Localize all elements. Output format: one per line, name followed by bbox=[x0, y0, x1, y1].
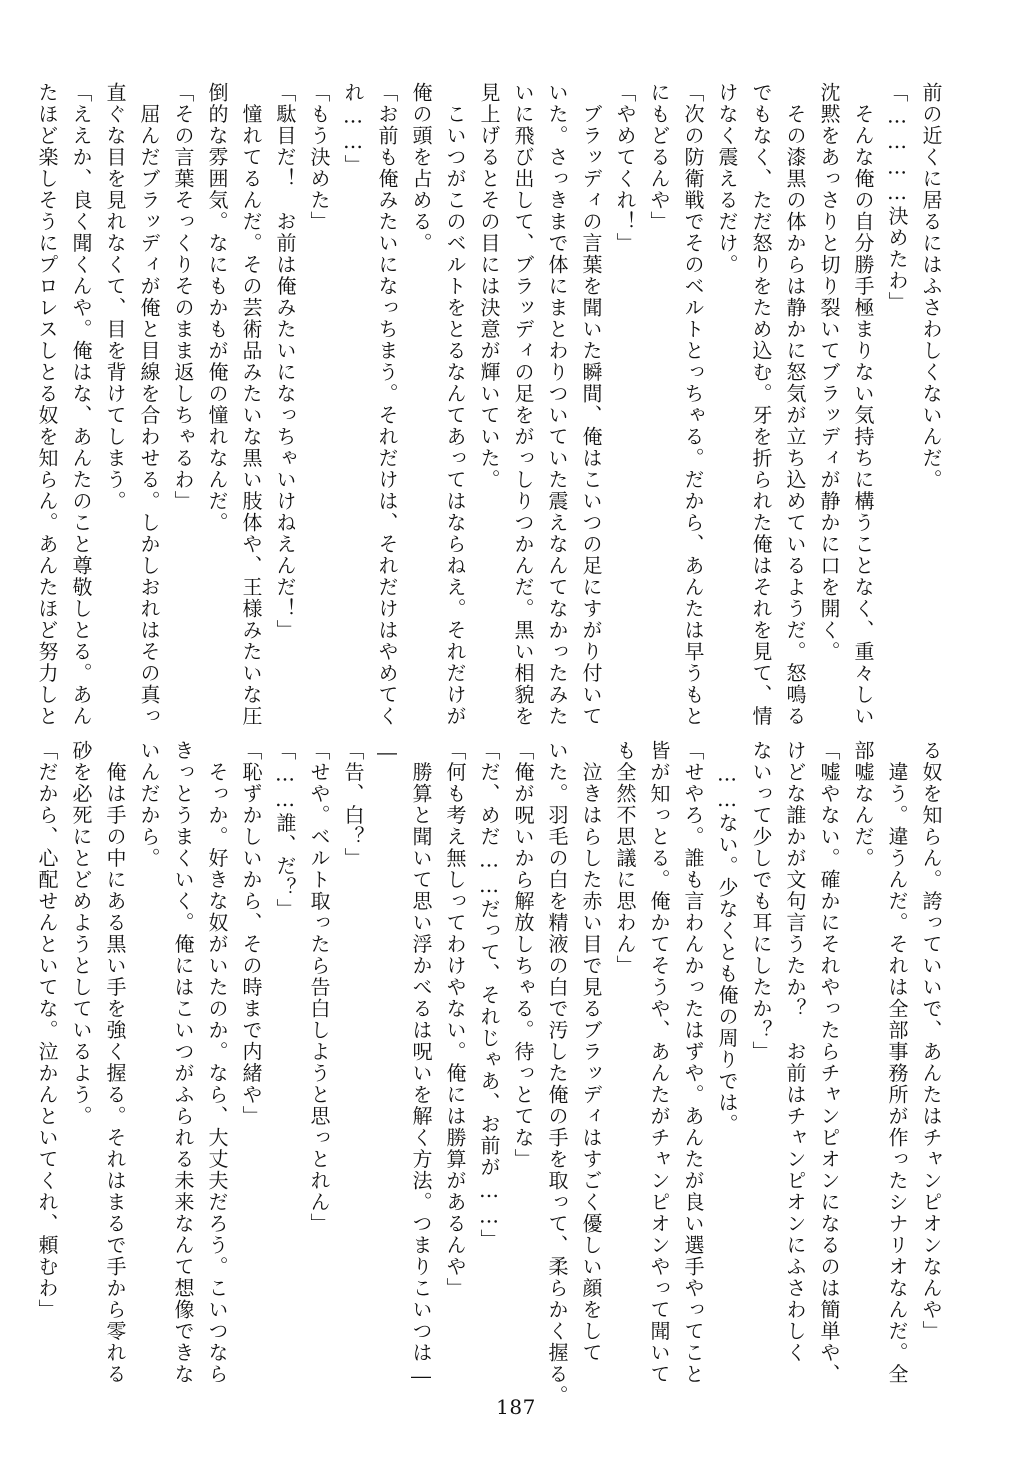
text-line: ブラッディの言葉を聞いた瞬間、俺はこいつの足にすがり付いて bbox=[579, 82, 603, 727]
text-line: 「…………決めたわ」 bbox=[885, 82, 909, 313]
text-line: 直ぐな目を見れなくて、目を背けてしまう。 bbox=[103, 82, 127, 512]
text-line: れ……」 bbox=[341, 82, 365, 176]
text-line: 「告、白？」 bbox=[341, 740, 365, 869]
text-line: いた。羽毛の白を精液の白で汚した俺の手を取って、柔らかく握る。 bbox=[545, 740, 569, 1407]
text-line: 沈黙をあっさりと切り裂いてブラッディが静かに口を開く。 bbox=[817, 82, 841, 663]
text-line: いんだから。 bbox=[137, 740, 161, 869]
text-line: にもどるんや」 bbox=[647, 82, 671, 233]
text-line: 俺の頭を占める。 bbox=[409, 82, 433, 254]
text-line: 憧れてるんだ。その芸術品みたいな黒い肢体や、王様みたいな圧 bbox=[239, 82, 263, 727]
text-line: 「駄目だ！ お前は俺みたいになっちゃいけねえんだ！」 bbox=[273, 82, 297, 641]
text-line: きっとうまくいく。俺にはこいつがふられる未来なんて想像できな bbox=[171, 740, 195, 1385]
text-line: 皆が知っとる。俺かてそうや、あんたがチャンピオンやって聞いて bbox=[647, 740, 671, 1385]
text-line: いた。さっきまで体にまとわりついていた震えなんてなかったみた bbox=[545, 82, 569, 727]
text-line: 「だから、心配せんといてな。泣かんといてくれ、頼むわ」 bbox=[35, 740, 59, 1321]
text-line: 屈んだブラッディが俺と目線を合わせる。しかしおれはその真っ bbox=[137, 82, 161, 727]
text-line: 砂を必死にとどめようとしているよう。 bbox=[69, 740, 93, 1127]
text-line: も全然不思議に思わん」 bbox=[613, 740, 637, 977]
text-line: ― bbox=[375, 740, 399, 766]
text-line: 「せやろ。誰も言わんかったはずや。あんたが良い選手やってこと bbox=[681, 740, 705, 1385]
text-line: 泣きはらした赤い目で見るブラッディはすごく優しい顔をして bbox=[579, 740, 603, 1364]
text-line: 「何も考え無しってわけやない。俺には勝算があるんや」 bbox=[443, 740, 467, 1299]
text-line: 部嘘なんだ。 bbox=[851, 740, 875, 869]
text-line: けなく震えるだけ。 bbox=[715, 82, 739, 276]
text-line: 「嘘やない。確かにそれやったらチャンピオンになるのは簡単や、 bbox=[817, 740, 841, 1385]
text-line: 見上げるとその目には決意が輝いていた。 bbox=[477, 82, 501, 491]
text-line: 違う。違うんだ。それは全部事務所が作ったシナリオなんだ。全 bbox=[885, 740, 909, 1385]
text-line: そんな俺の自分勝手極まりない気持ちに構うことなく、重々しい bbox=[851, 82, 875, 727]
text-line: こいつがこのベルトをとるなんてあってはならねえ。それだけが bbox=[443, 82, 467, 727]
text-line: 「だ、めだ……だって、それじゃあ、お前が……」 bbox=[477, 740, 501, 1251]
text-line: 「もう決めた」 bbox=[307, 82, 331, 233]
text-line: 勝算と聞いて思い浮かべるは呪いを解く方法。つまりこいつは― bbox=[409, 740, 433, 1389]
text-line: ……ない。少なくとも俺の周りでは。 bbox=[715, 740, 739, 1135]
text-line: でもなく、ただ怒りをため込む。牙を折られた俺はそれを見て、情 bbox=[749, 82, 773, 727]
text-line: その漆黒の体からは静かに怒気が立ち込めているようだ。怒鳴る bbox=[783, 82, 807, 727]
text-line: 「ええか、良く聞くんや。俺はな、あんたのこと尊敬しとる。あん bbox=[69, 82, 93, 727]
text-line: 「お前も俺みたいになっちまう。それだけは、それだけはやめてく bbox=[375, 82, 399, 727]
page-number: 187 bbox=[496, 1395, 536, 1419]
text-line: 「その言葉そっくりそのまま返しちゃるわ」 bbox=[171, 82, 195, 512]
text-line: けどな誰かが文句言うたか？ お前はチャンピオンにふさわしく bbox=[783, 740, 807, 1364]
upper-text-block bbox=[35, 82, 948, 727]
text-line: いに飛び出して、ブラッディの足をがっしりつかんだ。黒い相貌を bbox=[511, 82, 535, 727]
text-line: 「せや。ベルト取ったら告白しようと思っとれん」 bbox=[307, 740, 331, 1235]
text-line: 倒的な雰囲気。なにもかもが俺の憧れなんだ。 bbox=[205, 82, 229, 534]
text-line: 「次の防衛戦でそのベルトとっちゃる。だから、あんたは早うもと bbox=[681, 82, 705, 727]
text-line: る奴を知らん。誇っていいで、あんたはチャンピオンなんや」 bbox=[919, 740, 943, 1342]
text-line: 「恥ずかしいから、その時まで内緒や」 bbox=[239, 740, 263, 1127]
text-line: ないって少しでも耳にしたか？」 bbox=[749, 740, 773, 1063]
text-line: 俺は手の中にある黒い手を強く握る。それはまるで手から零れる bbox=[103, 740, 127, 1385]
text-line: 前の近くに居るにはふさわしくないんだ。 bbox=[919, 82, 943, 491]
text-line: 「……誰、だ？」 bbox=[273, 740, 297, 920]
text-line: 「やめてくれ！」 bbox=[613, 82, 637, 254]
text-line: 「俺が呪いから解放しちゃる。待っとてな」 bbox=[511, 740, 535, 1170]
text-line: そっか。好きな奴がいたのか。なら、大丈夫だろう。こいつなら bbox=[205, 740, 229, 1385]
text-line: たほど楽しそうにプロレスしとる奴を知らん。あんたほど努力しと bbox=[35, 82, 59, 727]
